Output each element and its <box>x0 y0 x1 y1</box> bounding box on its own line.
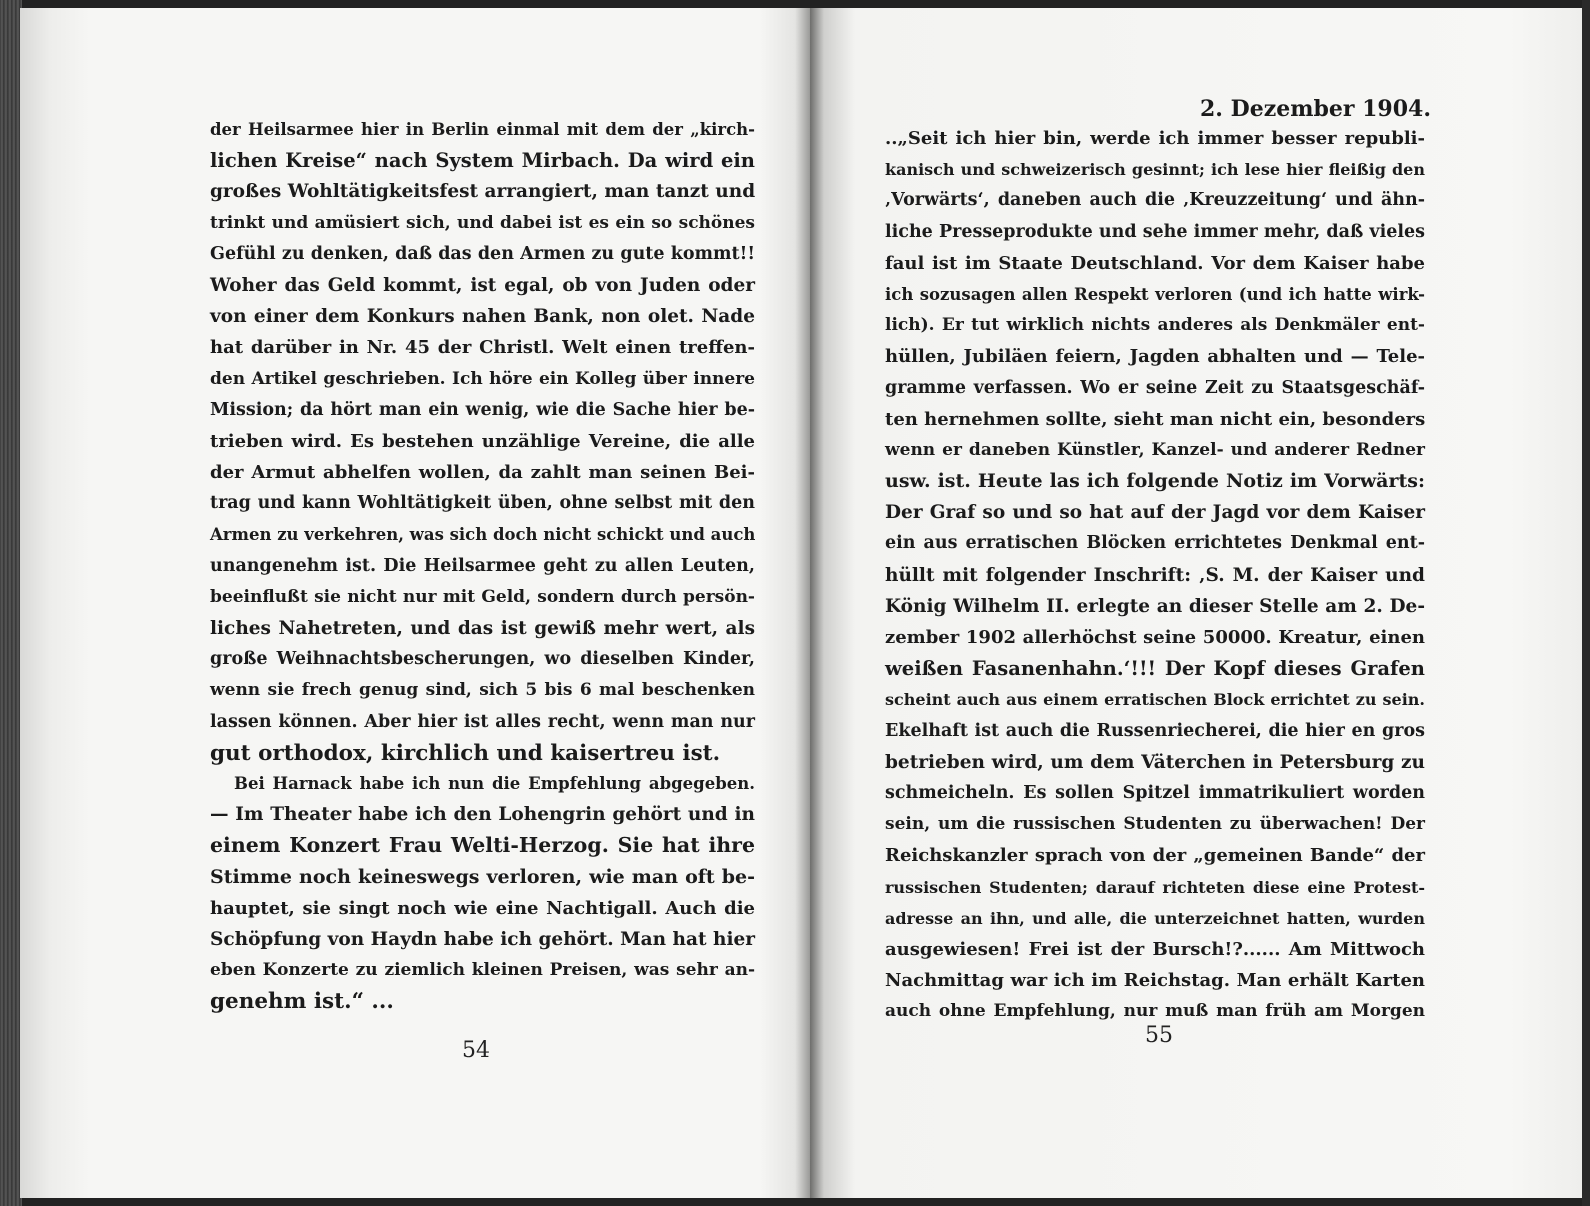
text-line: lichen Kreise“ nach System Mirbach. Da wird ein <box>210 149 755 173</box>
text-line: trag und kann Wohltätigkeit üben, ohne selbst mit den <box>210 493 755 514</box>
text-line: adresse an ihn, und alle, die unterzeichnet hatten, wurden <box>885 908 1425 928</box>
text-line: russischen Studenten; darauf richteten diese eine Protest- <box>885 877 1425 897</box>
text-line: scheint auch aus einem erratischen Block errichtet zu sein. <box>885 690 1425 710</box>
text-line: einem Konzert Frau Welti-Herzog. Sie hat ihre <box>210 833 755 858</box>
page-number-left: 54 <box>462 1038 490 1063</box>
text-line: wenn sie frech genug sind, sich 5 bis 6 mal beschenken <box>210 680 755 701</box>
text-line: wenn er daneben Künstler, Kanzel- und anderer Redner <box>885 439 1425 460</box>
text-line: großes Wohltätigkeitsfest arrangiert, man tanzt und <box>210 181 756 203</box>
text-line: ‚Vorwärts‘, daneben auch die ‚Kreuzzeitung‘ und ähn- <box>885 190 1425 211</box>
text-line: lassen können. Aber hier ist alles recht, wenn man nur <box>210 711 755 732</box>
left-page <box>20 8 810 1198</box>
text-line: Stimme noch keineswegs verloren, wie man oft be- <box>210 865 755 888</box>
text-line: auch ohne Empfehlung, nur muß man früh am Morgen <box>885 1001 1425 1022</box>
text-line: Der Graf so und so hat auf der Jagd vor dem Kaiser <box>885 502 1425 524</box>
text-line: Gefühl zu denken, daß das den Armen zu gute kommt!! <box>210 243 755 264</box>
text-line: ..„Seit ich hier bin, werde ich immer besser republi- <box>885 128 1425 149</box>
text-line: hauptet, sie singt noch wie eine Nachtigall. Auch die <box>210 897 755 919</box>
text-line: sein, um die russischen Studenten zu überwachen! Der <box>885 814 1425 835</box>
left-paragraph-2 <box>210 768 755 1018</box>
text-line: Mission; da hört man ein wenig, wie die Sache hier be- <box>210 399 755 420</box>
right-page <box>810 8 1582 1198</box>
text-line: zember 1902 allerhöchst seine 50000. Kreatur, einen <box>885 627 1425 648</box>
text-line: trieben wird. Es bestehen unzählige Vereine, die alle <box>210 430 755 452</box>
text-line: gramme verfassen. Wo er seine Zeit zu Staatsgeschäf- <box>885 377 1425 398</box>
text-line: — Im Theater habe ich den Lohengrin gehört und in <box>210 804 755 826</box>
text-line: von einer dem Konkurs nahen Bank, non olet. Nade <box>210 306 755 328</box>
text-line: Bei Harnack habe ich nun die Empfehlung abgegeben. <box>234 774 755 793</box>
text-line: Armen zu verkehren, was sich doch nicht schickt und auch <box>210 525 756 545</box>
text-line: trinkt und amüsiert sich, und dabei ist es ein so schönes <box>210 212 755 233</box>
text-line: betrieben wird, um dem Väterchen in Petersburg zu <box>885 751 1425 773</box>
text-line: der Armut abhelfen wollen, da zahlt man seinen Bei- <box>210 462 755 484</box>
text-line: liche Presseprodukte und sehe immer mehr, daß vieles <box>885 221 1425 242</box>
text-line: gut orthodox, kirchlich und kaisertreu ist. <box>210 740 721 766</box>
text-line: Reichskanzler sprach von der „gemeinen Bande“ der <box>885 845 1425 867</box>
letter-date: 2. Dezember 1904. <box>1200 96 1431 122</box>
text-line: ich sozusagen allen Respekt verloren (und ich hatte wirk- <box>885 284 1425 304</box>
text-line: ein aus erratischen Blöcken errichtetes Denkmal ent- <box>885 533 1425 554</box>
text-line: hüllt mit folgender Inschrift: ‚S. M. der Kaiser und <box>885 564 1425 586</box>
text-line: Ekelhaft ist auch die Russenriecherei, die hier en gros <box>885 720 1425 741</box>
right-paragraph <box>885 123 1425 1027</box>
right-edge <box>1582 0 1590 1206</box>
text-line: Nachmittag war ich im Reichstag. Man erhält Karten <box>885 970 1425 992</box>
text-line: weißen Fasanenhahn.‘!!! Der Kopf dieses Grafen <box>885 657 1425 681</box>
text-line: Woher das Geld kommt, ist egal, ob von Juden oder <box>210 274 755 296</box>
text-line: hat darüber in Nr. 45 der Christl. Welt einen treffen- <box>210 337 755 359</box>
text-line: schmeicheln. Es sollen Spitzel immatrikuliert worden <box>885 782 1425 803</box>
text-line: lich). Er tut wirklich nichts anderes als Denkmäler ent- <box>885 315 1425 336</box>
text-line: eben Konzerte zu ziemlich kleinen Preisen, was sehr an- <box>210 960 755 981</box>
text-line: den Artikel geschrieben. Ich höre ein Kolleg über innere <box>210 368 755 389</box>
text-line: große Weihnachtsbescherungen, wo dieselben Kinder, <box>210 649 755 670</box>
page-number-right: 55 <box>1145 1023 1173 1048</box>
text-line: Schöpfung von Haydn habe ich gehört. Man hat hier <box>210 928 755 950</box>
page-edges <box>0 0 22 1206</box>
text-line: ausgewiesen! Frei ist der Bursch!?...... Am Mittwoch <box>885 938 1425 960</box>
text-line: König Wilhelm II. erlegte an dieser Stelle am 2. De- <box>885 595 1425 617</box>
text-line: hüllen, Jubiläen feiern, Jagden abhalten und — Tele- <box>885 346 1425 368</box>
text-line: der Heilsarmee hier in Berlin einmal mit dem der „kirch- <box>210 120 755 139</box>
text-line: genehm ist.“ ... <box>210 989 394 1015</box>
text-line: kanisch und schweizerisch gesinnt; ich lese hier fleißig den <box>885 160 1425 180</box>
text-line: liches Nahetreten, und das ist gewiß mehr wert, als <box>210 618 755 639</box>
text-line: beeinflußt sie nicht nur mit Geld, sondern durch persön- <box>210 586 755 607</box>
text-line: faul ist im Staate Deutschland. Vor dem Kaiser habe <box>885 252 1425 274</box>
left-paragraph-1 <box>210 114 755 769</box>
text-line: usw. ist. Heute las ich folgende Notiz im Vorwärts: <box>885 470 1425 493</box>
text-line: unangenehm ist. Die Heilsarmee geht zu allen Leuten, <box>210 555 755 576</box>
text-line: ten hernehmen sollte, sieht man nicht ein, besonders <box>885 408 1426 430</box>
